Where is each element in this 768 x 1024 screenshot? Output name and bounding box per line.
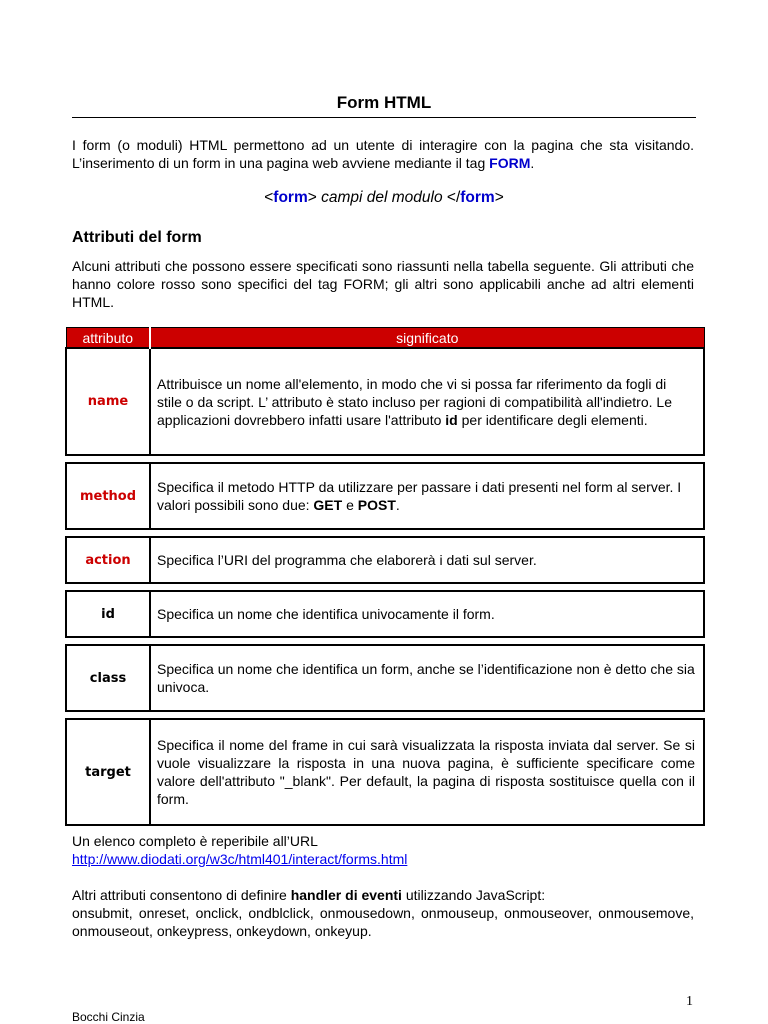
- table-gap: [66, 583, 704, 591]
- syntax-lt-close: </: [446, 189, 461, 206]
- desc-bold: id: [445, 411, 458, 428]
- page-number: 1: [686, 994, 693, 1009]
- desc-text-end: .: [395, 497, 400, 513]
- syntax-lt: <: [264, 189, 274, 206]
- attr-name-cell: method: [66, 463, 150, 529]
- reference-paragraph: [72, 832, 694, 868]
- events-intro: [72, 886, 694, 904]
- attr-name-cell: id: [66, 591, 150, 637]
- page-title: Form HTML: [336, 93, 432, 112]
- attr-desc-cell: Specifica un nome che identifica univocamente il form.: [150, 591, 704, 637]
- attributes-table: [65, 327, 705, 826]
- table-gap: [66, 529, 704, 537]
- gap-cell: [66, 711, 704, 719]
- desc-text-end: per identificare degli elementi.: [457, 411, 648, 428]
- attr-desc-cell: [150, 348, 704, 455]
- events-paragraph: [72, 886, 694, 940]
- section-heading: Attributi del form: [72, 229, 202, 246]
- table-row: [66, 537, 704, 583]
- table-gap: [66, 637, 704, 645]
- intro-text: I form (o moduli) HTML permettono ad un utente di interagire con la pagina che sta visitando. L’inserimento di un form in una pagina web avviene mediante il tag: [72, 137, 694, 171]
- desc-bold-get: GET: [313, 497, 343, 513]
- events-list: onsubmit, onreset, onclick, ondblclick, onmousedown, onmouseup, onmouseover, onmousemove, onmouseout, onkeypress, onkeydown, onkeyup.: [72, 905, 694, 939]
- desc-text: Attribuisce un nome all'elemento, in modo che vi si possa far riferimento da fogli di stile o da script. L’ attributo è stato incluso per ragioni di compatibilità all'indietro. Le applicazioni dovrebbero infatti usare l'attributo: [157, 375, 672, 428]
- syntax-close-tag: form: [460, 189, 495, 206]
- events-bold: handler di eventi: [290, 887, 402, 903]
- header-significato: significato: [150, 328, 704, 349]
- intro-paragraph: [72, 136, 694, 172]
- desc-bold-post: POST: [357, 497, 396, 513]
- syntax-open-tag: form: [273, 189, 308, 206]
- attr-name-cell: target: [66, 719, 150, 825]
- table-row: [66, 591, 704, 637]
- intro-text-end: .: [530, 155, 535, 171]
- author-footer: Bocchi Cinzia: [72, 1010, 145, 1024]
- events-text: Altri attributi consentono di definire: [72, 887, 291, 903]
- table-row: [66, 463, 704, 529]
- reference-link[interactable]: http://www.diodati.org/w3c/html401/interact/forms.html: [72, 851, 408, 867]
- table-row: [66, 645, 704, 711]
- section-intro: Alcuni attributi che possono essere specificati sono riassunti nella tabella seguente. Gli attributi che hanno colore rosso sono specifici del tag FORM; gli altri sono applicabili anche ad altri elementi HTML.: [72, 258, 694, 310]
- attr-desc-cell: Specifica l’URI del programma che elaborerà i dati sul server.: [150, 537, 704, 583]
- table-gap: [66, 711, 704, 719]
- gap-cell: [66, 583, 704, 591]
- table-header-row: [66, 328, 704, 349]
- attr-name-cell: action: [66, 537, 150, 583]
- table-row: [66, 348, 704, 455]
- attr-desc-cell: Specifica il nome del frame in cui sarà visualizzata la risposta inviata dal server. Se si vuole visualizzare la risposta in una nuova pagina, è sufficiente specificare come valore dell'attributo "_blank". Per default, la pagina di risposta sostituisce quella con il form.: [150, 719, 704, 825]
- gap-cell: [66, 637, 704, 645]
- syntax-content: campi del modulo: [316, 189, 447, 206]
- attr-desc-cell: Specifica un nome che identifica un form, anche se l’identificazione non è detto che sia univoca.: [150, 645, 704, 711]
- attr-name-cell: class: [66, 645, 150, 711]
- form-syntax-line: [72, 189, 696, 207]
- reference-text: Un elenco completo è reperibile all’URL: [72, 833, 318, 849]
- syntax-gt-close: >: [494, 189, 504, 206]
- title-rule: [72, 117, 696, 118]
- table-gap: [66, 455, 704, 463]
- table-row: [66, 719, 704, 825]
- desc-text-mid: e: [342, 497, 358, 513]
- desc-text: Specifica il metodo HTTP da utilizzare per passare i dati presenti nel form al server. I valori possibili sono due:: [157, 479, 682, 513]
- syntax-gt: >: [307, 189, 317, 206]
- events-text-end: utilizzando JavaScript:: [401, 887, 546, 903]
- header-attributo: attributo: [66, 328, 150, 349]
- form-keyword: FORM: [489, 155, 531, 171]
- gap-cell: [66, 455, 704, 463]
- attr-name-cell: name: [66, 348, 150, 455]
- gap-cell: [66, 529, 704, 537]
- attr-desc-cell: [150, 463, 704, 529]
